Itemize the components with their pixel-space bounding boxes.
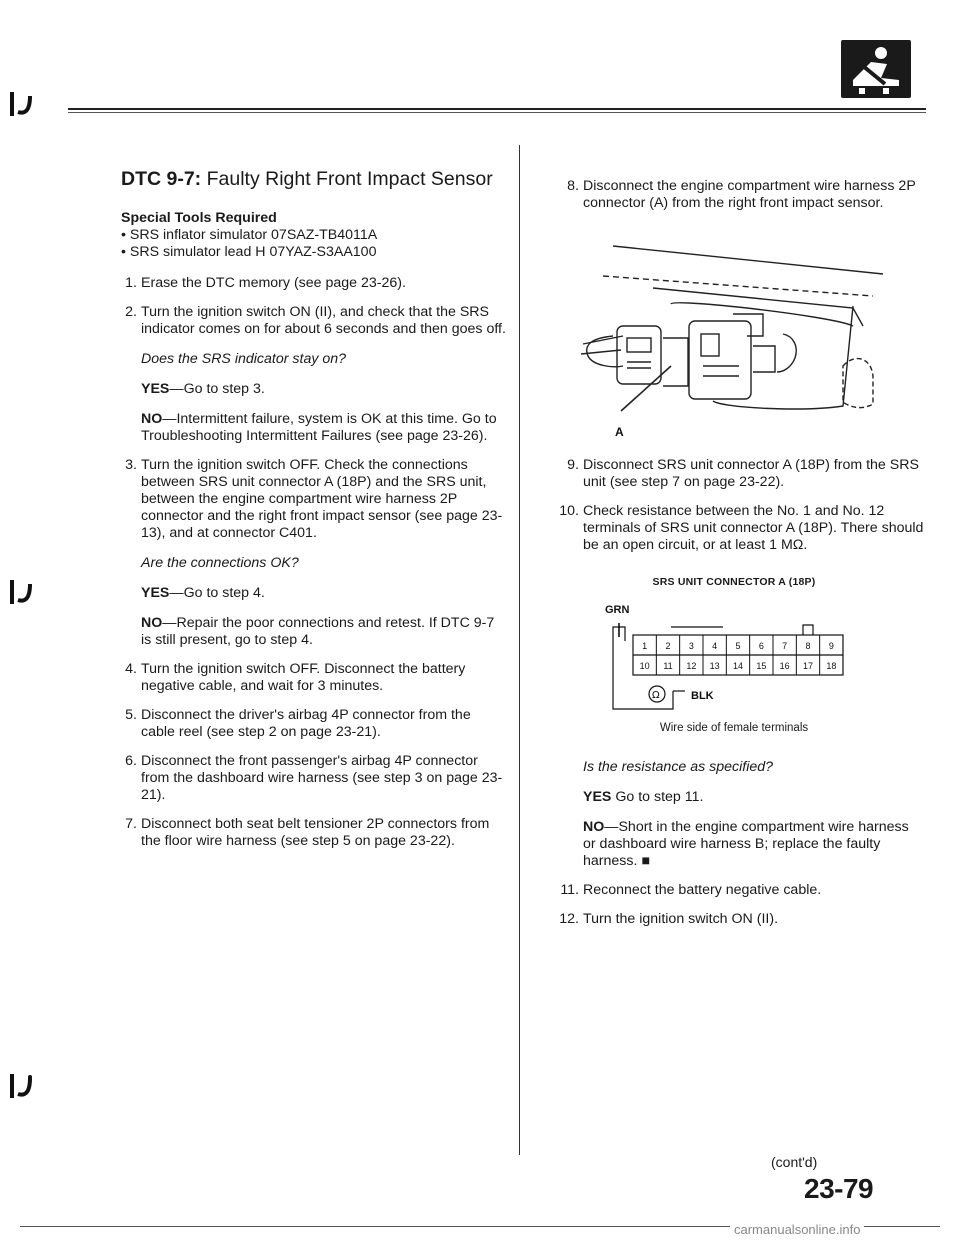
- left-column: [121, 168, 506, 850]
- pin-number: 15: [756, 661, 767, 671]
- special-tools-heading: Special Tools Required: [121, 210, 277, 226]
- connector-diagram: [603, 599, 853, 714]
- pin-number: 4: [712, 641, 718, 651]
- end-mark: ■: [641, 853, 650, 869]
- dtc-code: DTC 9-7:: [121, 168, 202, 190]
- step-2: 2. Turn the ignition switch ON (II), and check that the SRS indicator comes on for about 6 seconds and then goes off.: [125, 304, 506, 337]
- header-rule: [68, 108, 926, 110]
- photo-label-a: A: [615, 425, 624, 439]
- question: Is the resistance as specified?: [583, 759, 774, 775]
- connector-title: SRS UNIT CONNECTOR A (18P): [652, 576, 816, 588]
- pin-number: 10: [639, 661, 650, 671]
- pin-number: 6: [758, 641, 764, 651]
- pin-number: 5: [735, 641, 741, 651]
- answer-no: NO—Intermittent failure, system is OK at this time. Go to Troubleshooting Intermittent Failures (see page 23-26).: [141, 411, 497, 444]
- wire-color-grn: GRN: [605, 604, 630, 616]
- pin-number: 2: [665, 641, 671, 651]
- column-divider: [519, 145, 520, 1155]
- pin-number: 18: [826, 661, 837, 671]
- binding-mark-icon: [8, 578, 34, 606]
- pin-number: 11: [663, 661, 673, 671]
- step-3: 3. Turn the ignition switch OFF. Check the connections between SRS unit connector A (18P) and the SRS unit, between the engine compartment wire harness 2P connector and the right front impact sensor (see page 23-13), and at connector C401.: [125, 457, 503, 541]
- impact-sensor-illustration: [553, 226, 893, 441]
- pin-number: 13: [709, 661, 720, 671]
- wire-color-blk: BLK: [691, 690, 714, 702]
- step-1: 1. Erase the DTC memory (see page 23-26).: [125, 275, 406, 291]
- connector-caption: Wire side of female terminals: [659, 722, 809, 734]
- header-rule-thin: [68, 112, 926, 113]
- ground-symbol: [649, 686, 665, 702]
- question: Does the SRS indicator stay on?: [141, 351, 347, 367]
- step-7: 7. Disconnect both seat belt tensioner 2P connectors from the floor wire harness (see step 5 on page 23-22).: [125, 816, 490, 849]
- step-5: 5. Disconnect the driver's airbag 4P connector from the cable reel (see step 2 on page 23-21).: [125, 707, 471, 740]
- ohm-symbol: Ω: [652, 690, 660, 701]
- pin-number: 16: [779, 661, 790, 671]
- answer-no: NO—Repair the poor connections and retest. If DTC 9-7 is still present, go to step 4.: [141, 615, 495, 648]
- step-6: 6. Disconnect the front passenger's airbag 4P connector from the dashboard wire harness (see step 3 on page 23-21).: [125, 753, 503, 803]
- step-4: 4. Turn the ignition switch OFF. Disconnect the battery negative cable, and wait for 3 minutes.: [125, 661, 466, 694]
- tool-item: • SRS inflator simulator 07SAZ-TB4011A: [121, 227, 378, 243]
- step-8: 8. Disconnect the engine compartment wire harness 2P connector (A) from the right front impact sensor.: [567, 178, 916, 211]
- pin-number: 14: [732, 661, 744, 671]
- pin-number: 7: [782, 641, 788, 651]
- pin-number: 9: [828, 641, 834, 651]
- answer-yes: YES Go to step 11.: [583, 789, 704, 805]
- dtc-title: Faulty Right Front Impact Sensor: [206, 168, 493, 190]
- question: Are the connections OK?: [141, 555, 299, 571]
- watermark: carmanualsonline.info: [730, 1222, 864, 1237]
- answer-no: NO—Short in the engine compartment wire harness or dashboard wire harness B; replace the faulty harness. ■: [583, 819, 909, 869]
- srs-airbag-icon: [841, 40, 911, 98]
- page-number: 23-79: [804, 1173, 874, 1204]
- pin-number: 3: [688, 641, 694, 651]
- right-column: [559, 178, 925, 928]
- pin-number: 17: [802, 661, 814, 671]
- step-10: 10. Check resistance between the No. 1 and No. 12 terminals of SRS unit connector A (18P). There should be an open circuit, or at least 1 MΩ.: [559, 503, 924, 553]
- page-title: [121, 168, 506, 190]
- pin-number: 1: [642, 641, 648, 651]
- tool-item: • SRS simulator lead H 07YAZ-S3AA100: [121, 244, 377, 260]
- answer-yes: YES—Go to step 3.: [141, 381, 265, 397]
- answer-yes: YES—Go to step 4.: [141, 585, 265, 601]
- step-9: 9. Disconnect SRS unit connector A (18P) from the SRS unit (see step 7 on page 23-22).: [567, 457, 919, 490]
- connector-photo: [553, 226, 893, 441]
- step-11: 11. Reconnect the battery negative cable.: [560, 882, 822, 898]
- binding-mark-icon: [8, 1072, 34, 1100]
- binding-mark-icon: [8, 90, 34, 118]
- step-12: 12. Turn the ignition switch ON (II).: [559, 911, 779, 927]
- pin-number: 12: [686, 661, 697, 671]
- continued-label: (cont'd): [771, 1154, 818, 1170]
- pin-number: 8: [805, 641, 811, 651]
